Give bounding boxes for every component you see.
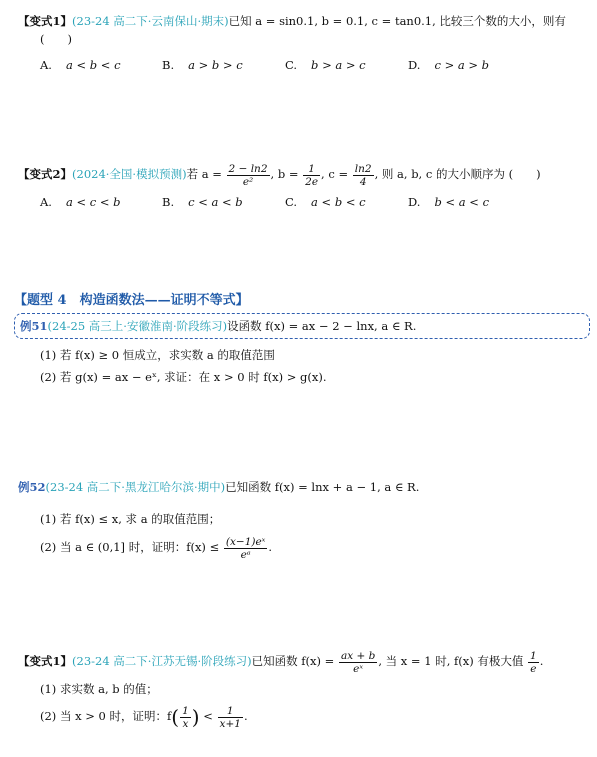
variant1-blank: ( ) (40, 32, 72, 46)
variant3-q2-inner-fraction: $\frac{1}{x}$ (182, 704, 189, 730)
example52-label: 例52 (18, 480, 46, 494)
example51-q2: (2) 若 g(x) = ax − eˣ, 求证：在 x > 0 时 f(x) > g(x). (40, 370, 327, 384)
example51-stem-line (20, 317, 416, 335)
variant2-option-c: C. a < b < c (285, 195, 366, 209)
variant2-source: (2024·全国·模拟预测) (72, 167, 187, 181)
variant3-q2-right-fraction: $\frac{1}{x+1}$ (219, 704, 241, 730)
variant2-option-b: B. c < a < b (162, 195, 243, 209)
variant2-stem-pre: 若 a = (186, 167, 222, 181)
variant3-source: (23-24 高二下·江苏无锡·阶段练习) (72, 654, 252, 668)
variant2-option-a: A. a < c < b (40, 195, 121, 209)
variant3-max-fraction: $\frac{1}{e}$ (530, 649, 537, 675)
example52-q2-fraction: $\frac{\text{(x−1)eˣ}}{\text{eᵃ}}$ (225, 535, 266, 561)
variant2-stem-line: 【变式2】(2024·全国·模拟预测)若 a = $\frac{2 - \ln 2}{\text{e²}}$ , b = $\frac{1}{2e}$ , c = $\frac{\ln 2}{4}$ , 则 a, b, c 的大小顺序为 ( ) (18, 162, 541, 188)
variant3-tag: 【变式1】 (18, 654, 73, 668)
example52-q1: (1) 若 f(x) ≤ x, 求 a 的取值范围； (40, 512, 221, 526)
variant1-option-d: D. c > a > b (408, 58, 490, 72)
variant2-blank: ( ) (508, 167, 541, 181)
variant2-option-d: D. b < a < c (408, 195, 490, 209)
variant3-stem-line: 【变式1】(23-24 高二下·江苏无锡·阶段练习)已知函数 f(x) = $\frac{ax + b}{\text{eˣ}}$ , 当 x = 1 时, f(x) 有极大值 $\frac{1}{e}$ . (18, 649, 544, 675)
variant1-option-c: C. b > a > c (285, 58, 366, 72)
variant1-source: (23-24 高二下·云南保山·期末) (72, 14, 229, 28)
variant1-tag: 【变式1】 (18, 14, 73, 28)
example51-stem: 设函数 f(x) = ax − 2 − lnx, a ∈ R. (227, 319, 417, 333)
example52-q2: (2) 当 a ∈ (0,1] 时，证明：f(x) ≤ $\frac{\text{(x−1)eˣ}}{\text{eᵃ}}$ . (40, 535, 273, 561)
variant3-q1: (1) 求实数 a, b 的值； (40, 682, 158, 696)
example52-stem: 已知函数 f(x) = lnx + a − 1, a ∈ R. (225, 480, 420, 494)
variant1-option-b: B. a > b > c (162, 58, 243, 72)
section-heading: 【题型 4 构造函数法——证明不等式】 (14, 293, 249, 308)
variant2-tag: 【变式2】 (18, 167, 73, 181)
variant1-stem: 已知 a = sin0.1, b = 0.1, c = tan0.1, 比较三个数的大小，则有 (228, 14, 566, 28)
example52-stem-line (18, 478, 419, 496)
example51-source: (24-25 高三上·安徽淮南·阶段练习) (47, 319, 228, 333)
variant1-option-a: A. a < b < c (40, 58, 121, 72)
variant1-stem-line (18, 12, 566, 30)
variant2-a-fraction: $\frac{2 - \ln 2}{\text{e²}}$ (228, 162, 268, 188)
variant2-c-fraction: $\frac{\ln 2}{4}$ (354, 162, 372, 188)
example51-q1: (1) 若 f(x) ≥ 0 恒成立，求实数 a 的取值范围 (40, 348, 275, 362)
variant3-f-fraction: $\frac{ax + b}{\text{eˣ}}$ (340, 649, 376, 675)
variant3-q2: (2) 当 x > 0 时，证明：f( $\frac{1}{x}$ ) < $\frac{1}{x+1}$ . (40, 704, 248, 730)
variant2-b-fraction: $\frac{1}{2e}$ (305, 162, 319, 188)
example52-source: (23-24 高二下·黑龙江哈尔滨·期中) (45, 480, 226, 494)
example51-label: 例51 (20, 319, 48, 333)
